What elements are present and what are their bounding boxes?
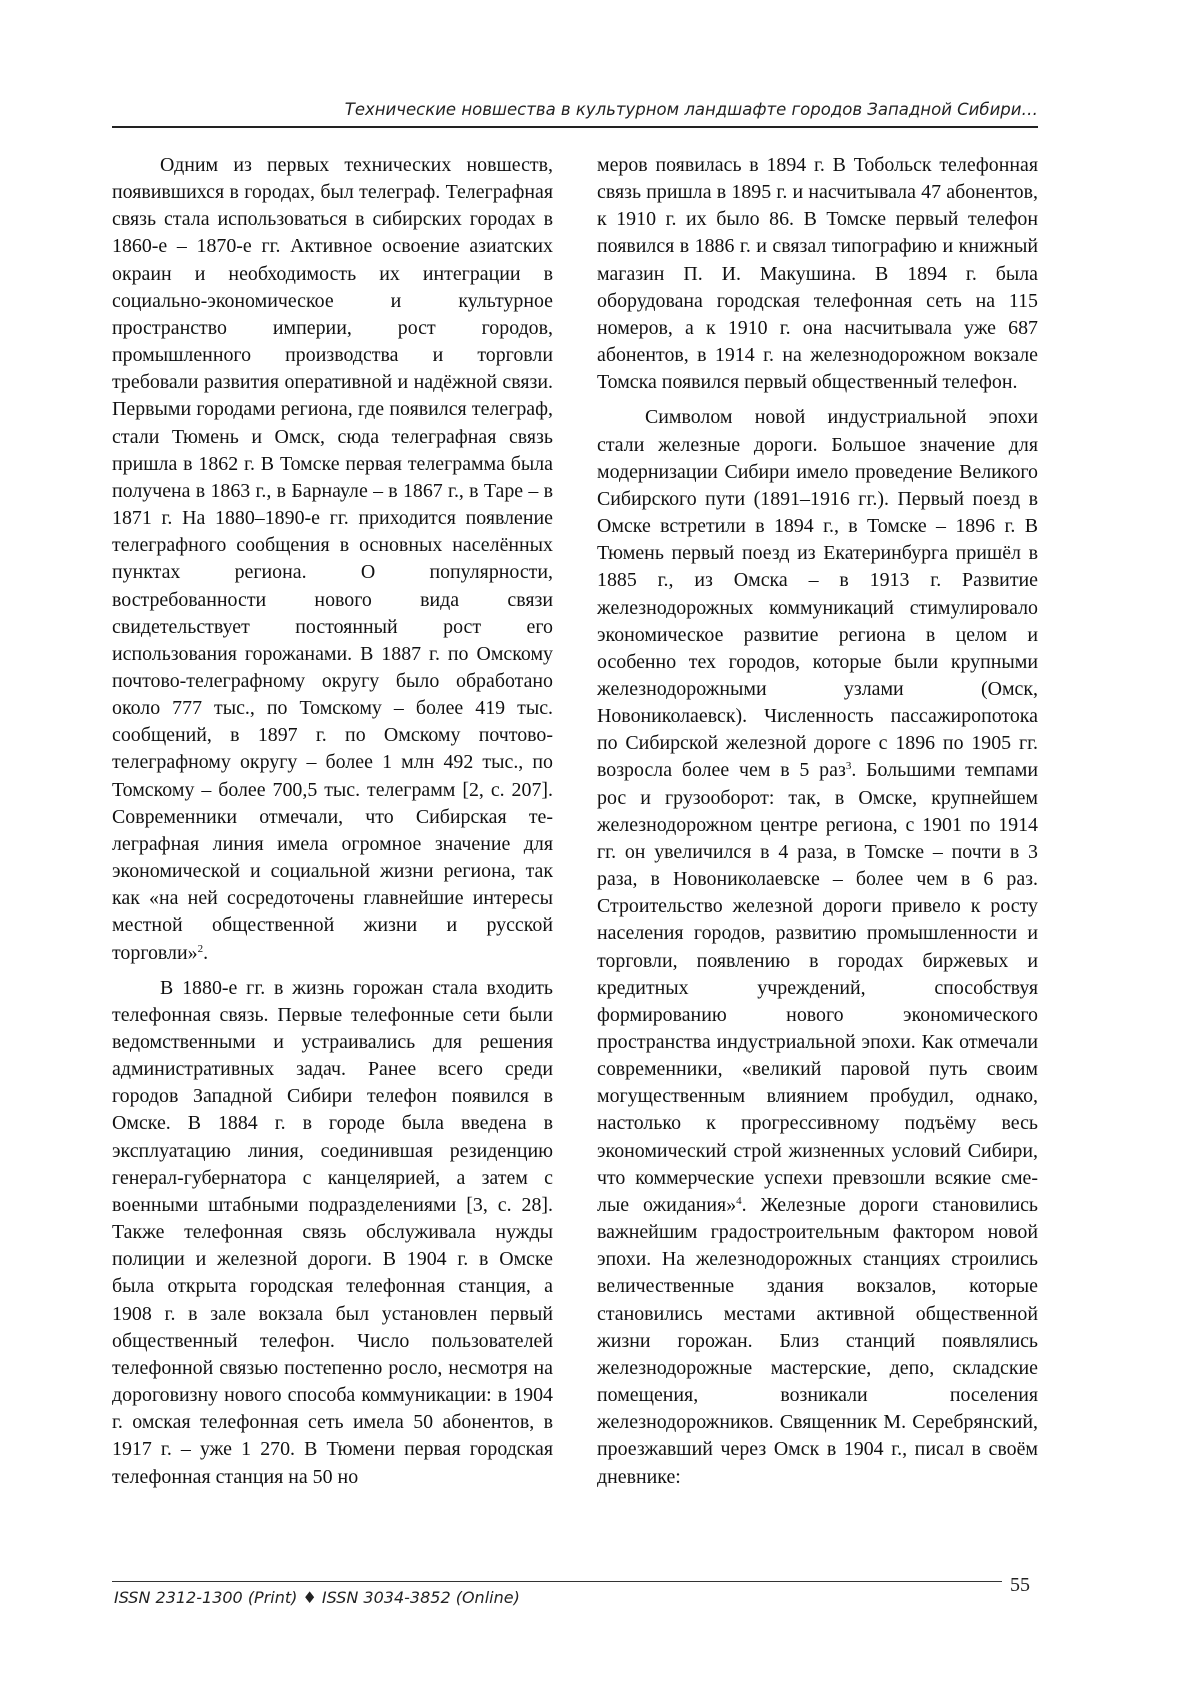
paragraph-text: Одним из первых технических новшеств, появившихся в городах, был телеграф. Телеграфная связь стала использоваться в сибирских городах в 1860-е – 1870-е гг. Активное освоение азиатских окраин и необходимость их интеграции в социально-экономическое и культурное пространство империи, рост городов, промышленного производства и торговли требовали развития оперативной и надёжной связи. Первыми городами региона, где появился телеграф, стали Тюмень и Омск, сюда телеграфная связь пришла в 1862 г. В Томске первая телеграмма была получена в 1863 г., в Барнауле – в 1867 г., в Таре – в 1871 г. На 1880–1890-е гг. приходится появление телеграфного сообщения в основных населённых пунктах региона. О популярности, востребованности нового вида связи свидетельствует постоянный рост его использования горожанами. В 1887 г. по Омскому почтово-телеграфному округу было обработано около 777 тыс., по Томскому – более 419 тыс. сообщений, в 1897 г. по Омскому почтово-телеграфному округу – более 1 млн 492 тыс., по Томскому – более 700,5 тыс. телеграмм [2, с. 207]. Современники отмечали, что Сибирская телеграфная линия имела огромное значение для экономической и социальной жизни региона, так как «на ней сосредоточены главнейшие интересы местной общественной жизни и русской торговли»	[112, 154, 553, 964]
paragraph-telephone	[112, 975, 553, 1491]
paragraph-text: меров появилась в 1894 г. В Тобольск телефонная связь пришла в 1895 г. и насчитывала 47 абонентов, к 1910 г. их было 86. В Томске первый телефон появился в 1886 г. и связал типографию и книжный магазин П. И. Макушина. В 1894 г. была оборудована городская телефонная сеть на 115 номеров, а к 1910 г. она насчитывала уже 687 абонентов, в 1914 г. на железнодорожном вокзале Томска появился первый общественный телефон.	[597, 154, 1038, 394]
paragraph-text: В 1880-е гг. в жизнь горожан стала входить телефонная связь. Первые телефонные сети были ведомственными и устраивались для решения административных задач. Ранее всего среди городов Западной Сибири телефон появился в Омске. В 1884 г. в городе была введена в эксплуатацию линия, соединившая резиденцию генерал-губернатора с канцелярией, а затем с военными штабными подразделениями [3, с. 28]. Также телефонная связь обслуживала нужды полиции и железной дороги. В 1904 г. в Омске была открыта городская телефонная станция, а 1908 г. в зале вокзала был установлен первый общественный телефон. Число пользователей телефонной связью постепенно росло, несмотря на дороговизну нового способа коммуникации: в 1904 г. омская телефонная сеть имела 50 абонентов, в 1917 г. – уже 1 270. В Тюмени первая городская телефонная станция на 50 но	[112, 976, 553, 1488]
issn-line: ISSN 2312-1300 (Print) ♦ ISSN 3034-3852 (Online)	[114, 1588, 520, 1607]
paragraph-text: Символом новой индустриальной эпохи стали железные дороги. Большое значение для модернизации Сибири имело проведение Великого Сибирского пути (1891–1916 гг.). Первый поезд в Омске встретили в 1894 г., в Томске – 1896 г. В Тюмень первый поезд из Екатеринбурга пришёл в 1885 г., из Омска – в 1913 г. Развитие железнодорожных коммуникаций стимулировало экономическое развитие региона в целом и особенно тех городов, которые были крупными железнодорожными узлами (Омск, Новониколаевск). Численность пассажиропотока по Сибирской железной дороге с 1896 по 1905 гг. возросла более чем в 5 раз	[597, 406, 1038, 782]
footnote-ref-4[interactable]: 4	[736, 1194, 742, 1207]
running-title: Технические новшества в культурном ландшафте городов Западной Сибири…	[344, 100, 1038, 119]
article-body	[112, 152, 1038, 1491]
paragraph-text: . Железные дороги становились важнейшим градостроительным фактором новой эпохи. На железнодорожных станциях строились величественные здания вокзалов, которые становились местами активной общественной жизни горожан. Близ станций появлялись железнодорожные мастерские, депо, складские помещения, возникали поселения железнодорожников. Священник М. Серебрянский, проезжавший через Омск в 1904 г., писал в своём дневнике:	[597, 1193, 1038, 1488]
footnote-ref-2[interactable]: 2	[197, 942, 204, 955]
right-column	[597, 152, 1038, 1491]
header-rule	[112, 126, 1038, 128]
footer-rule	[112, 1581, 1002, 1582]
paragraph-telephone-continued	[597, 152, 1038, 396]
paragraph-telegraph	[112, 152, 553, 967]
paragraph-text: . Большими темпами рос и грузооборот: так, в Омске, крупнейшем железнодорожном центре региона, с 1901 по 1914 гг. он увеличился в 4 раза, в Томске – почти в 3 раза, в Новониколаевске – более чем в 6 раз. Строительство железной дороги привело к росту населения городов, развитию промышленности и торговли, появлению в городах биржевых и кредитных учреждений, способствуя формированию нового экономического пространства индустриальной эпохи. Как отмечали современники, «великий паровой путь своим могущественным влиянием пробудил, однако, настолько к прогрессивному подъёму весь экономический строй жизненных условий Сибири, что коммерческие успехи превзошли всякие смелые ожидания»	[597, 759, 1038, 1216]
left-column	[112, 152, 553, 1491]
paragraph-end: .	[203, 941, 209, 964]
paragraph-railways	[597, 404, 1038, 1490]
footnote-ref-3[interactable]: 3	[845, 760, 852, 773]
page-number: 55	[1010, 1574, 1030, 1596]
